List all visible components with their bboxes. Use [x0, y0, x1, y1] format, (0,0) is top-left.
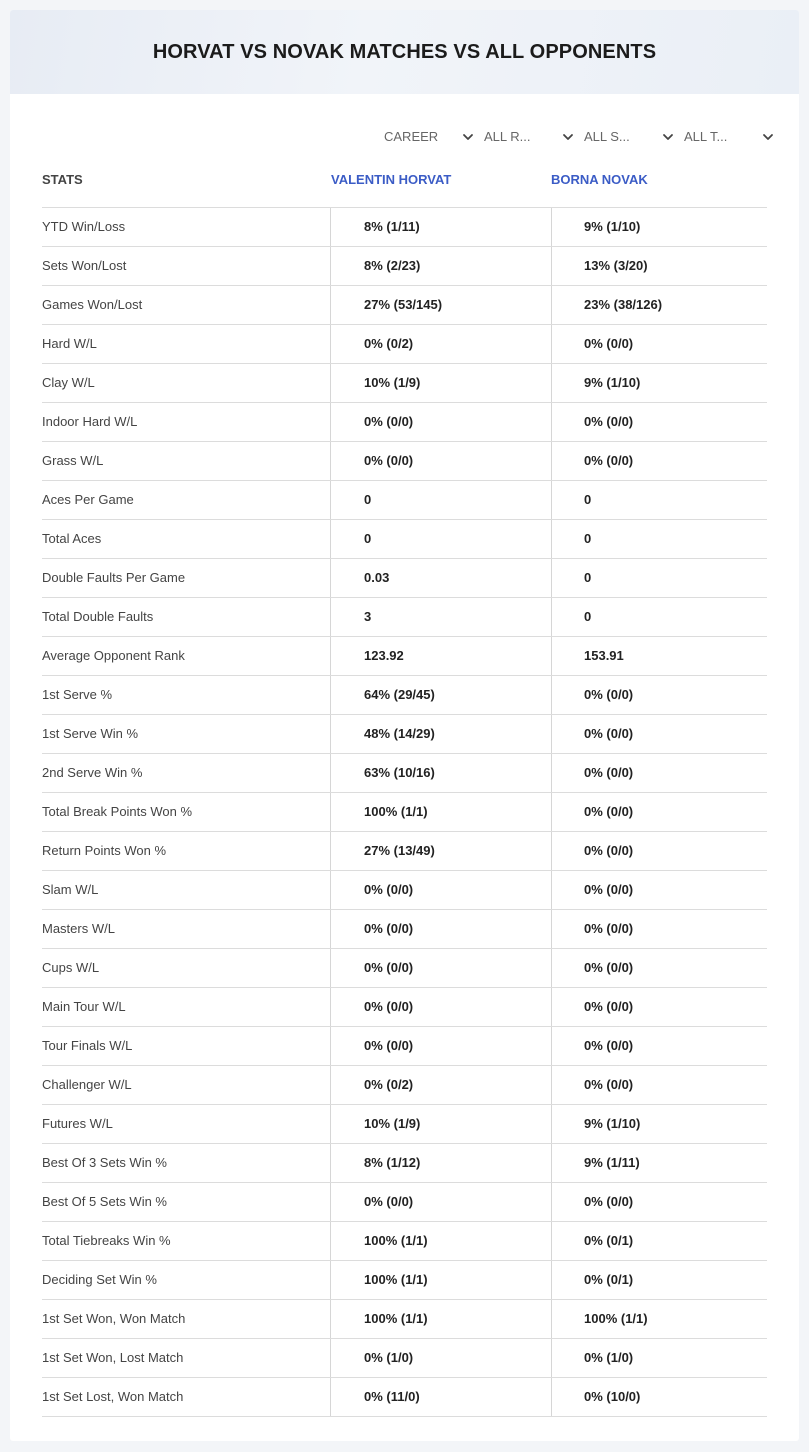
player2-value: 0% (0/0) — [551, 1066, 767, 1104]
player2-value: 0% (0/0) — [551, 832, 767, 870]
player1-value: 0% (0/0) — [330, 871, 551, 909]
player1-value: 0.03 — [330, 559, 551, 597]
table-row — [42, 1300, 767, 1339]
filter-tournament-select[interactable] — [680, 126, 780, 148]
player2-value: 23% (38/126) — [551, 286, 767, 324]
player2-value: 0% (0/0) — [551, 403, 767, 441]
player2-value: 9% (1/10) — [551, 364, 767, 402]
table-row — [42, 871, 767, 910]
stat-label: Total Break Points Won % — [42, 804, 193, 819]
table-row — [42, 1144, 767, 1183]
stat-label: Best Of 3 Sets Win % — [42, 1155, 167, 1170]
player2-value: 0% (0/0) — [551, 871, 767, 909]
table-row — [42, 637, 767, 676]
player1-value: 100% (1/1) — [330, 793, 551, 831]
stat-label: Return Points Won % — [42, 843, 167, 858]
table-row — [42, 1066, 767, 1105]
player2-value: 0 — [551, 559, 767, 597]
player2-value: 0% (0/0) — [551, 442, 767, 480]
table-row — [42, 520, 767, 559]
stat-label: Challenger W/L — [42, 1077, 132, 1092]
chevron-down-icon — [562, 126, 574, 148]
player1-value: 27% (53/145) — [330, 286, 551, 324]
player2-value: 0% (1/0) — [551, 1339, 767, 1377]
player2-value: 0% (0/1) — [551, 1222, 767, 1260]
player2-value: 0 — [551, 598, 767, 636]
table-row — [42, 364, 767, 403]
table-row — [42, 442, 767, 481]
table-row — [42, 208, 767, 247]
stat-label: Total Double Faults — [42, 609, 154, 624]
stat-label: 1st Serve % — [42, 687, 113, 702]
filter-tournament-value: ALL T... — [684, 129, 728, 144]
stat-label: Clay W/L — [42, 375, 95, 390]
player1-value: 100% (1/1) — [330, 1300, 551, 1338]
table-row — [42, 793, 767, 832]
stat-label: Main Tour W/L — [42, 999, 126, 1014]
player1-value: 63% (10/16) — [330, 754, 551, 792]
player2-value: 0% (10/0) — [551, 1378, 767, 1416]
table-row — [42, 1027, 767, 1066]
stat-label: Masters W/L — [42, 921, 115, 936]
stat-label: Deciding Set Win % — [42, 1272, 157, 1287]
table-row — [42, 286, 767, 325]
player2-value: 0% (0/0) — [551, 793, 767, 831]
player1-value: 27% (13/49) — [330, 832, 551, 870]
player1-value: 0% (11/0) — [330, 1378, 551, 1416]
table-row — [42, 1261, 767, 1300]
player2-value: 0% (0/0) — [551, 988, 767, 1026]
table-row — [42, 676, 767, 715]
stat-label: Total Tiebreaks Win % — [42, 1233, 171, 1248]
filter-round-value: ALL R... — [484, 129, 531, 144]
table-row — [42, 832, 767, 871]
stat-label: Indoor Hard W/L — [42, 414, 138, 429]
stats-card — [10, 10, 799, 1441]
column-header-stats: STATS — [42, 172, 83, 187]
chevron-down-icon — [462, 126, 474, 148]
player2-value: 0% (0/0) — [551, 325, 767, 363]
player2-value: 0 — [551, 520, 767, 558]
stat-label: Cups W/L — [42, 960, 100, 975]
player2-value: 153.91 — [551, 637, 767, 675]
stat-label: Average Opponent Rank — [42, 648, 185, 663]
player1-value: 8% (2/23) — [330, 247, 551, 285]
stat-label: Grass W/L — [42, 453, 104, 468]
card-header — [10, 10, 799, 94]
filter-period-value: CAREER — [384, 129, 439, 144]
table-row — [42, 403, 767, 442]
player1-value: 10% (1/9) — [330, 364, 551, 402]
player1-value: 0% (0/0) — [330, 949, 551, 987]
player2-value: 9% (1/10) — [551, 208, 767, 246]
stat-label: Slam W/L — [42, 882, 99, 897]
player1-value: 0% (0/0) — [330, 910, 551, 948]
player2-value: 0% (0/0) — [551, 1027, 767, 1065]
player1-value: 3 — [330, 598, 551, 636]
table-row — [42, 559, 767, 598]
player1-value: 0 — [330, 520, 551, 558]
player1-value: 0% (0/0) — [330, 403, 551, 441]
player2-value: 0% (0/0) — [551, 1183, 767, 1221]
player2-value: 0% (0/1) — [551, 1261, 767, 1299]
chevron-down-icon — [662, 126, 674, 148]
column-header-player2-link[interactable]: BORNA NOVAK — [551, 172, 648, 187]
player1-value: 100% (1/1) — [330, 1261, 551, 1299]
player1-value: 100% (1/1) — [330, 1222, 551, 1260]
player1-value: 0% (0/2) — [330, 1066, 551, 1104]
player2-value: 0% (0/0) — [551, 676, 767, 714]
player1-value: 0% (0/0) — [330, 1183, 551, 1221]
stat-label: Total Aces — [42, 531, 102, 546]
filter-bar — [380, 126, 780, 148]
stat-label: Games Won/Lost — [42, 297, 143, 312]
stat-label: 1st Serve Win % — [42, 726, 139, 741]
table-row — [42, 754, 767, 793]
table-row — [42, 1105, 767, 1144]
stat-label: Double Faults Per Game — [42, 570, 186, 585]
player1-value: 0% (0/0) — [330, 442, 551, 480]
stats-table-body — [42, 208, 767, 1417]
player2-value: 0% (0/0) — [551, 754, 767, 792]
player2-value: 0 — [551, 481, 767, 519]
stat-label: Hard W/L — [42, 336, 97, 351]
player2-value: 9% (1/11) — [551, 1144, 767, 1182]
player1-value: 0% (0/2) — [330, 325, 551, 363]
player2-value: 9% (1/10) — [551, 1105, 767, 1143]
player1-value: 0 — [330, 481, 551, 519]
table-row — [42, 598, 767, 637]
stat-label: Tour Finals W/L — [42, 1038, 133, 1053]
player2-value: 13% (3/20) — [551, 247, 767, 285]
stat-label: 1st Set Won, Won Match — [42, 1311, 186, 1326]
stat-label: 2nd Serve Win % — [42, 765, 143, 780]
filter-period-select[interactable] — [380, 126, 480, 148]
table-row — [42, 988, 767, 1027]
table-row — [42, 910, 767, 949]
stat-label: Sets Won/Lost — [42, 258, 127, 273]
player1-value: 0% (0/0) — [330, 988, 551, 1026]
table-row — [42, 949, 767, 988]
player2-value: 100% (1/1) — [551, 1300, 767, 1338]
table-row — [42, 1222, 767, 1261]
filter-surface-select[interactable] — [580, 126, 680, 148]
player1-value: 10% (1/9) — [330, 1105, 551, 1143]
table-row — [42, 247, 767, 286]
player1-value: 64% (29/45) — [330, 676, 551, 714]
player2-value: 0% (0/0) — [551, 949, 767, 987]
table-row — [42, 481, 767, 520]
page-title: HORVAT VS NOVAK MATCHES VS ALL OPPONENTS — [152, 40, 657, 63]
chevron-down-icon — [762, 126, 774, 148]
player1-value: 8% (1/11) — [330, 208, 551, 246]
player1-value: 48% (14/29) — [330, 715, 551, 753]
stat-label: Aces Per Game — [42, 492, 134, 507]
table-row — [42, 715, 767, 754]
player1-value: 8% (1/12) — [330, 1144, 551, 1182]
stat-label: 1st Set Lost, Won Match — [42, 1389, 184, 1404]
stat-label: Best Of 5 Sets Win % — [42, 1194, 167, 1209]
player2-value: 0% (0/0) — [551, 715, 767, 753]
table-row — [42, 1183, 767, 1222]
filter-surface-value: ALL S... — [584, 129, 630, 144]
column-header-player1-link[interactable]: VALENTIN HORVAT — [331, 172, 452, 187]
table-row — [42, 325, 767, 364]
table-header — [42, 170, 767, 208]
table-row — [42, 1378, 767, 1417]
player2-value: 0% (0/0) — [551, 910, 767, 948]
filter-round-select[interactable] — [480, 126, 580, 148]
stat-label: YTD Win/Loss — [42, 219, 126, 234]
stat-label: 1st Set Won, Lost Match — [42, 1350, 184, 1365]
table-row — [42, 1339, 767, 1378]
stat-label: Futures W/L — [42, 1116, 113, 1131]
player1-value: 0% (1/0) — [330, 1339, 551, 1377]
player1-value: 123.92 — [330, 637, 551, 675]
player1-value: 0% (0/0) — [330, 1027, 551, 1065]
